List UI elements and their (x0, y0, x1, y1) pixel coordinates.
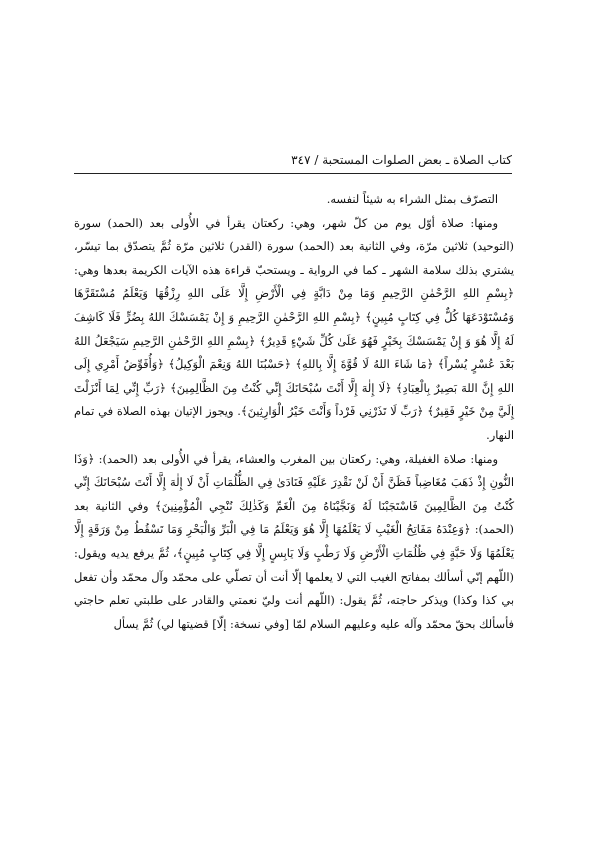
paragraph-3: ومنها: صلاة الغفيلة، وهي: ركعتان بين المغرب والعشاء، يقرأ في الأُولى بعد (الحمد): ﴿وَذَا النُّونِ إِذْ ذَهَبَ مُغَاضِباً فَظَنَّ أَنْ لَنْ نَقْدِرَ عَلَيْهِ فَنَادَىٰ فِي الظُّلُمَاتِ أَنْ لَا إِلٰهَ إِلَّا أَنْتَ سُبْحَانَكَ إِنِّي كُنْتُ مِنَ الظَّالِمِينَ فَاسْتَجَبْنَا لَهُ وَنَجَّيْنَاهُ مِنَ الْغَمِّ وَكَذٰلِكَ نُنْجِي الْمُؤْمِنِينَ﴾ وفي الثانية بعد (الحمد): ﴿وَعِنْدَهُ مَفَاتِحُ الْغَيْبِ لَا يَعْلَمُهَا إِلَّا هُوَ وَيَعْلَمُ مَا فِي الْبَرِّ وَالْبَحْرِ وَمَا تَسْقُطُ مِنْ وَرَقَةٍ إِلَّا يَعْلَمُهَا وَلَا حَبَّةٍ فِي ظُلُمَاتِ الْأَرْضِ وَلَا رَطْبٍ وَلَا يَابِسٍ إِلَّا فِي كِتَابٍ مُبِينٍ﴾، ثُمَّ يرفع يديه ويقول: (اللّهم إنّي أسألك بمفاتح الغيب التي لا يعلمها إلّا أنت أن تصلّي على محمّد وآل محمّد وأن تفعل بي كذا وكذا) ويذكر حاجته، ثُمَّ يقول: (اللّهم أنت وليّ نعمتي والقادر على طلبتي تعلم حاجتي فأسألك بحقّ محمّد وآله عليه وعليهم السلام لمّا [وفي نسخة: إلّا] قضيتها لي) ثُمَّ يسأل (74, 451, 514, 631)
paragraph-1: التصرّف بمثل الشراء به شيئاً لنفسه. (326, 192, 498, 206)
paragraph-2: ومنها: صلاة أوّل يوم من كلّ شهر، وهي: ركعتان يقرأ في الأُولى بعد (الحمد) سورة (التوحيد) ثلاثين مرّة، وفي الثانية بعد (الحمد) سورة (القدر) ثلاثين مرّة ثُمَّ يتصدّق بما تيسّر، يشتري بذلك سلامة الشهر ـ كما في الرواية ـ ويستحبّ قراءة هذه الآيات الكريمة بعدها وهي: ﴿بِسْمِ اللهِ الرَّحْمٰنِ الرَّحِيمِ وَمَا مِنْ دَابَّةٍ فِي الْأَرْضِ إِلَّا عَلَى اللهِ رِزْقُهَا وَيَعْلَمُ مُسْتَقَرَّهَا وَمُسْتَوْدَعَهَا كُلٌّ فِي كِتَابٍ مُبِينٍ﴾ ﴿بِسْمِ اللهِ الرَّحْمٰنِ الرَّحِيمِ وَ إِنْ يَمْسَسْكَ اللهُ بِضُرٍّ فَلَا كَاشِفَ لَهُ إِلَّا هُوَ وَ إِنْ يَمْسَسْكَ بِخَيْرٍ فَهُوَ عَلَىٰ كُلِّ شَيْءٍ قَدِيرٌ﴾ ﴿بِسْمِ اللهِ الرَّحْمٰنِ الرَّحِيمِ سَيَجْعَلُ اللهُ بَعْدَ عُسْرٍ يُسْراً﴾ ﴿مَا شَاءَ اللهُ لَا قُوَّةَ إِلَّا بِاللهِ﴾ ﴿حَسْبُنَا اللهُ وَنِعْمَ الْوَكِيلُ﴾ ﴿وَأُفَوِّضُ أَمْرِي إِلَى اللهِ إِنَّ اللهَ بَصِيرٌ بِالْعِبَادِ﴾ ﴿لَا إِلٰهَ إِلَّا أَنْتَ سُبْحَانَكَ إِنِّي كُنْتُ مِنَ الظَّالِمِينَ﴾ ﴿رَبِّ إِنِّي لِمَا أَنْزَلْتَ إِلَيَّ مِنْ خَيْرٍ فَقِيرٌ﴾ ﴿رَبِّ لَا تَذَرْنِي فَرْداً وَأَنْتَ خَيْرُ الْوَارِثِينَ﴾. ويجوز الإتيان بهذه الصلاة في تمام النهار. (74, 215, 514, 442)
running-header-title: كتاب الصلاة ـ بعض الصلوات المستحبة / ٣٤٧ (291, 153, 512, 167)
running-header (74, 150, 512, 168)
header-rule (74, 173, 512, 174)
page-body (74, 188, 514, 636)
